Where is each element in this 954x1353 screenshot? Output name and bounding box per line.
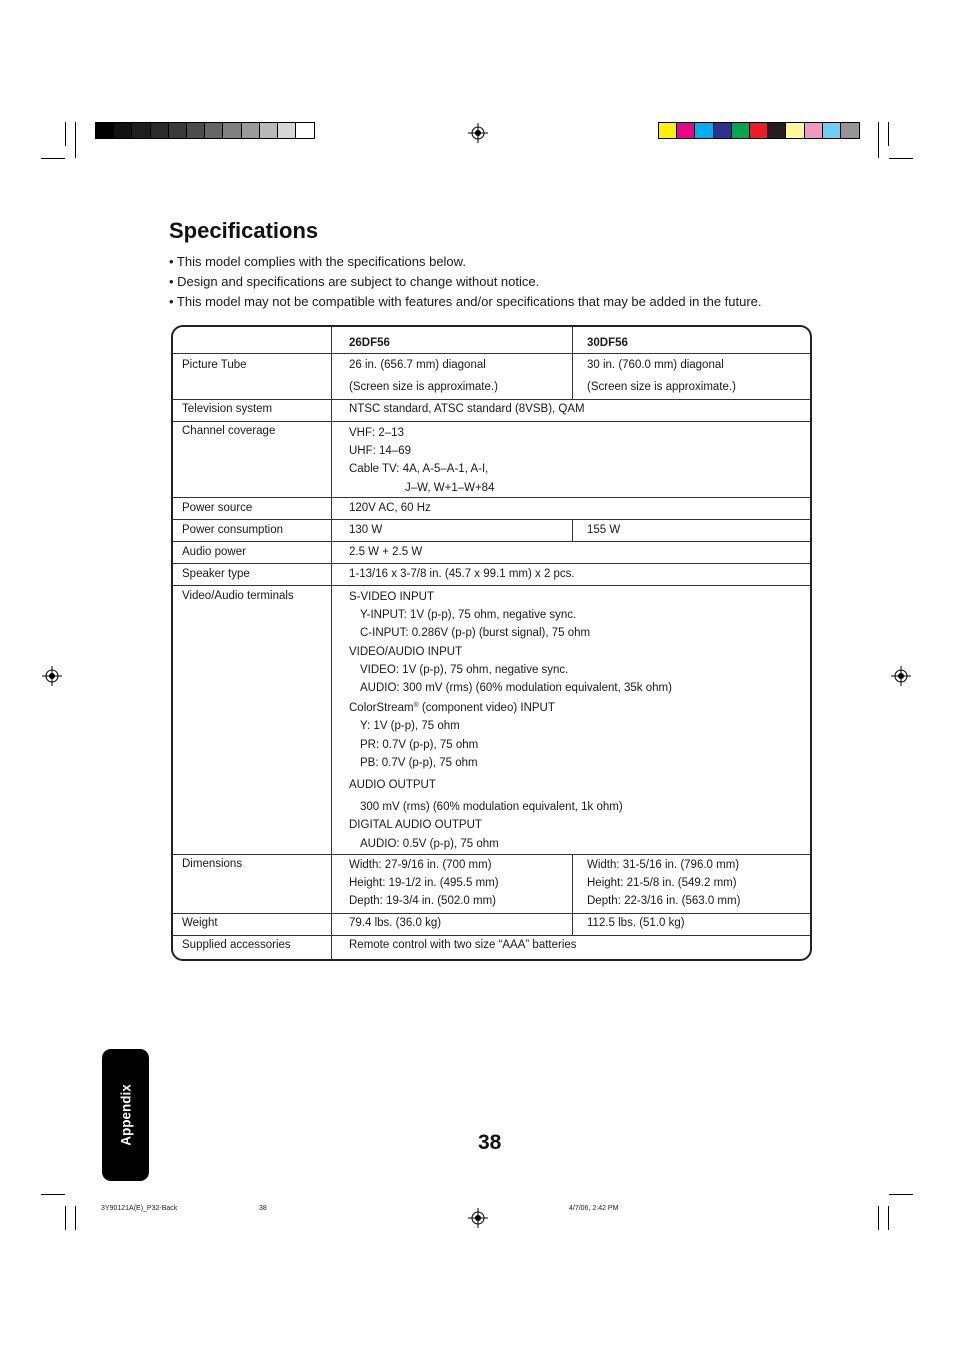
calibration-swatch — [242, 123, 260, 138]
calibration-swatch — [714, 123, 732, 138]
channel-coverage-values — [349, 421, 494, 497]
bullet-compliance: • This model complies with the specifications below. — [169, 254, 466, 269]
footer-page: 38 — [259, 1205, 267, 1212]
calibration-swatch — [296, 123, 314, 138]
colorstream-input: ColorStream® (component video) INPUT — [349, 702, 555, 715]
digital-audio-output: DIGITAL AUDIO OUTPUT — [349, 819, 482, 832]
audio-output: AUDIO OUTPUT — [349, 779, 436, 792]
dimensions-30-width: Width: 31-5/16 in. (796.0 mm) — [587, 859, 740, 871]
row-label-audio-power: Audio power — [182, 546, 246, 558]
picture-tube-26-note: (Screen size is approximate.) — [349, 381, 498, 393]
dimensions-30-depth: Depth: 22-3/16 in. (563.0 mm) — [587, 895, 741, 908]
dimensions-26-height: Height: 19-1/2 in. (495.5 mm) — [349, 877, 499, 890]
audio-output-spec: 300 mV (rms) (60% modulation equivalent, 1k ohm) — [360, 801, 623, 814]
row-label-speaker-type: Speaker type — [182, 568, 250, 580]
row-label-television-system: Television system — [182, 403, 273, 415]
component-pr: PR: 0.7V (p-p), 75 ohm — [360, 738, 479, 751]
calibration-swatch — [132, 123, 150, 138]
row-label-channel-coverage: Channel coverage — [182, 425, 276, 437]
registration-mark-icon — [42, 666, 62, 686]
calibration-swatch — [695, 123, 713, 138]
audio-power-value: 2.5 W + 2.5 W — [349, 546, 423, 558]
row-label-weight: Weight — [182, 917, 218, 929]
channel-cable: Cable TV: 4A, A-5–A-1, A-I, — [349, 463, 489, 476]
video-audio-input: VIDEO/AUDIO INPUT — [349, 645, 463, 658]
calibration-swatch — [169, 123, 187, 138]
calibration-swatch — [659, 123, 677, 138]
footer-file-name: 3Y90121A(E)_P32-Back — [101, 1205, 178, 1212]
color-calibration-bar — [658, 122, 860, 139]
row-label-power-source: Power source — [182, 502, 253, 514]
svideo-input: S-VIDEO INPUT — [349, 591, 434, 603]
registration-mark-icon — [468, 1208, 488, 1228]
calibration-swatch — [151, 123, 169, 138]
component-pb: PB: 0.7V (p-p), 75 ohm — [360, 756, 478, 769]
picture-tube-30-note: (Screen size is approximate.) — [587, 381, 736, 393]
dimensions-30-height: Height: 21-5/8 in. (549.2 mm) — [587, 877, 737, 890]
grayscale-calibration-bar — [95, 122, 315, 139]
calibration-swatch — [841, 123, 859, 138]
picture-tube-26-size: 26 in. (656.7 mm) diagonal — [349, 359, 486, 371]
calibration-swatch — [750, 123, 768, 138]
bullet-compatibility: • This model may not be compatible with features and/or specifications that may be added in the future. — [169, 294, 762, 309]
row-label-picture-tube: Picture Tube — [182, 359, 247, 371]
power-consumption-26: 130 W — [349, 524, 383, 536]
y-input: Y-INPUT: 1V (p-p), 75 ohm, negative sync. — [360, 609, 577, 622]
weight-26: 79.4 lbs. (36.0 kg) — [349, 917, 442, 929]
calibration-swatch — [278, 123, 296, 138]
registration-mark-icon — [891, 666, 911, 686]
c-input: C-INPUT: 0.286V (p-p) (burst signal), 75 ohm — [360, 627, 591, 640]
supplied-accessories-value: Remote control with two size “AAA” batteries — [349, 939, 577, 951]
calibration-swatch — [187, 123, 205, 138]
calibration-swatch — [96, 123, 114, 138]
digital-audio-spec: AUDIO: 0.5V (p-p), 75 ohm — [360, 837, 499, 850]
calibration-swatch — [223, 123, 241, 138]
channel-cable-continued: J–W, W+1–W+84 — [405, 481, 495, 494]
calibration-swatch — [260, 123, 278, 138]
model-header-30df56: 30DF56 — [587, 337, 628, 349]
page-title: Specifications — [169, 218, 319, 243]
bullet-change-notice: • Design and specifications are subject to change without notice. — [169, 274, 540, 289]
weight-30: 112.5 lbs. (51.0 kg) — [587, 917, 685, 929]
calibration-swatch — [677, 123, 695, 138]
audio-input-spec: AUDIO: 300 mV (rms) (60% modulation equivalent, 35k ohm) — [360, 682, 672, 695]
video-input-spec: VIDEO: 1V (p-p), 75 ohm, negative sync. — [360, 663, 569, 676]
channel-vhf: VHF: 2–13 — [349, 427, 404, 439]
row-label-power-consumption: Power consumption — [182, 524, 283, 536]
dimensions-26 — [349, 854, 499, 911]
calibration-swatch — [205, 123, 223, 138]
calibration-swatch — [823, 123, 841, 138]
channel-uhf: UHF: 14–69 — [349, 445, 412, 458]
component-y: Y: 1V (p-p), 75 ohm — [360, 720, 460, 733]
calibration-swatch — [786, 123, 804, 138]
speaker-type-value: 1-13/16 x 3-7/8 in. (45.7 x 99.1 mm) x 2 pcs. — [349, 568, 575, 580]
row-label-dimensions: Dimensions — [182, 858, 243, 870]
calibration-swatch — [732, 123, 750, 138]
power-source-value: 120V AC, 60 Hz — [349, 502, 431, 514]
page-number: 38 — [478, 1131, 502, 1154]
appendix-section-tab — [102, 1049, 149, 1181]
dimensions-30 — [587, 854, 740, 911]
footer-timestamp: 4/7/06, 2:42 PM — [569, 1205, 619, 1212]
row-label-supplied-accessories: Supplied accessories — [182, 939, 291, 951]
registration-mark-icon — [468, 123, 488, 143]
appendix-tab-label: Appendix — [118, 1084, 133, 1146]
calibration-swatch — [768, 123, 786, 138]
model-header-26df56: 26DF56 — [349, 337, 390, 349]
television-system-value: NTSC standard, ATSC standard (8VSB), QAM — [349, 403, 585, 415]
row-label-video-audio-terminals: Video/Audio terminals — [182, 590, 294, 602]
calibration-swatch — [805, 123, 823, 138]
specifications-table — [171, 325, 812, 961]
dimensions-26-width: Width: 27-9/16 in. (700 mm) — [349, 859, 492, 871]
calibration-swatch — [114, 123, 132, 138]
dimensions-26-depth: Depth: 19-3/4 in. (502.0 mm) — [349, 895, 497, 908]
picture-tube-30-size: 30 in. (760.0 mm) diagonal — [587, 359, 724, 371]
power-consumption-30: 155 W — [587, 524, 621, 536]
terminals-values — [349, 586, 672, 853]
